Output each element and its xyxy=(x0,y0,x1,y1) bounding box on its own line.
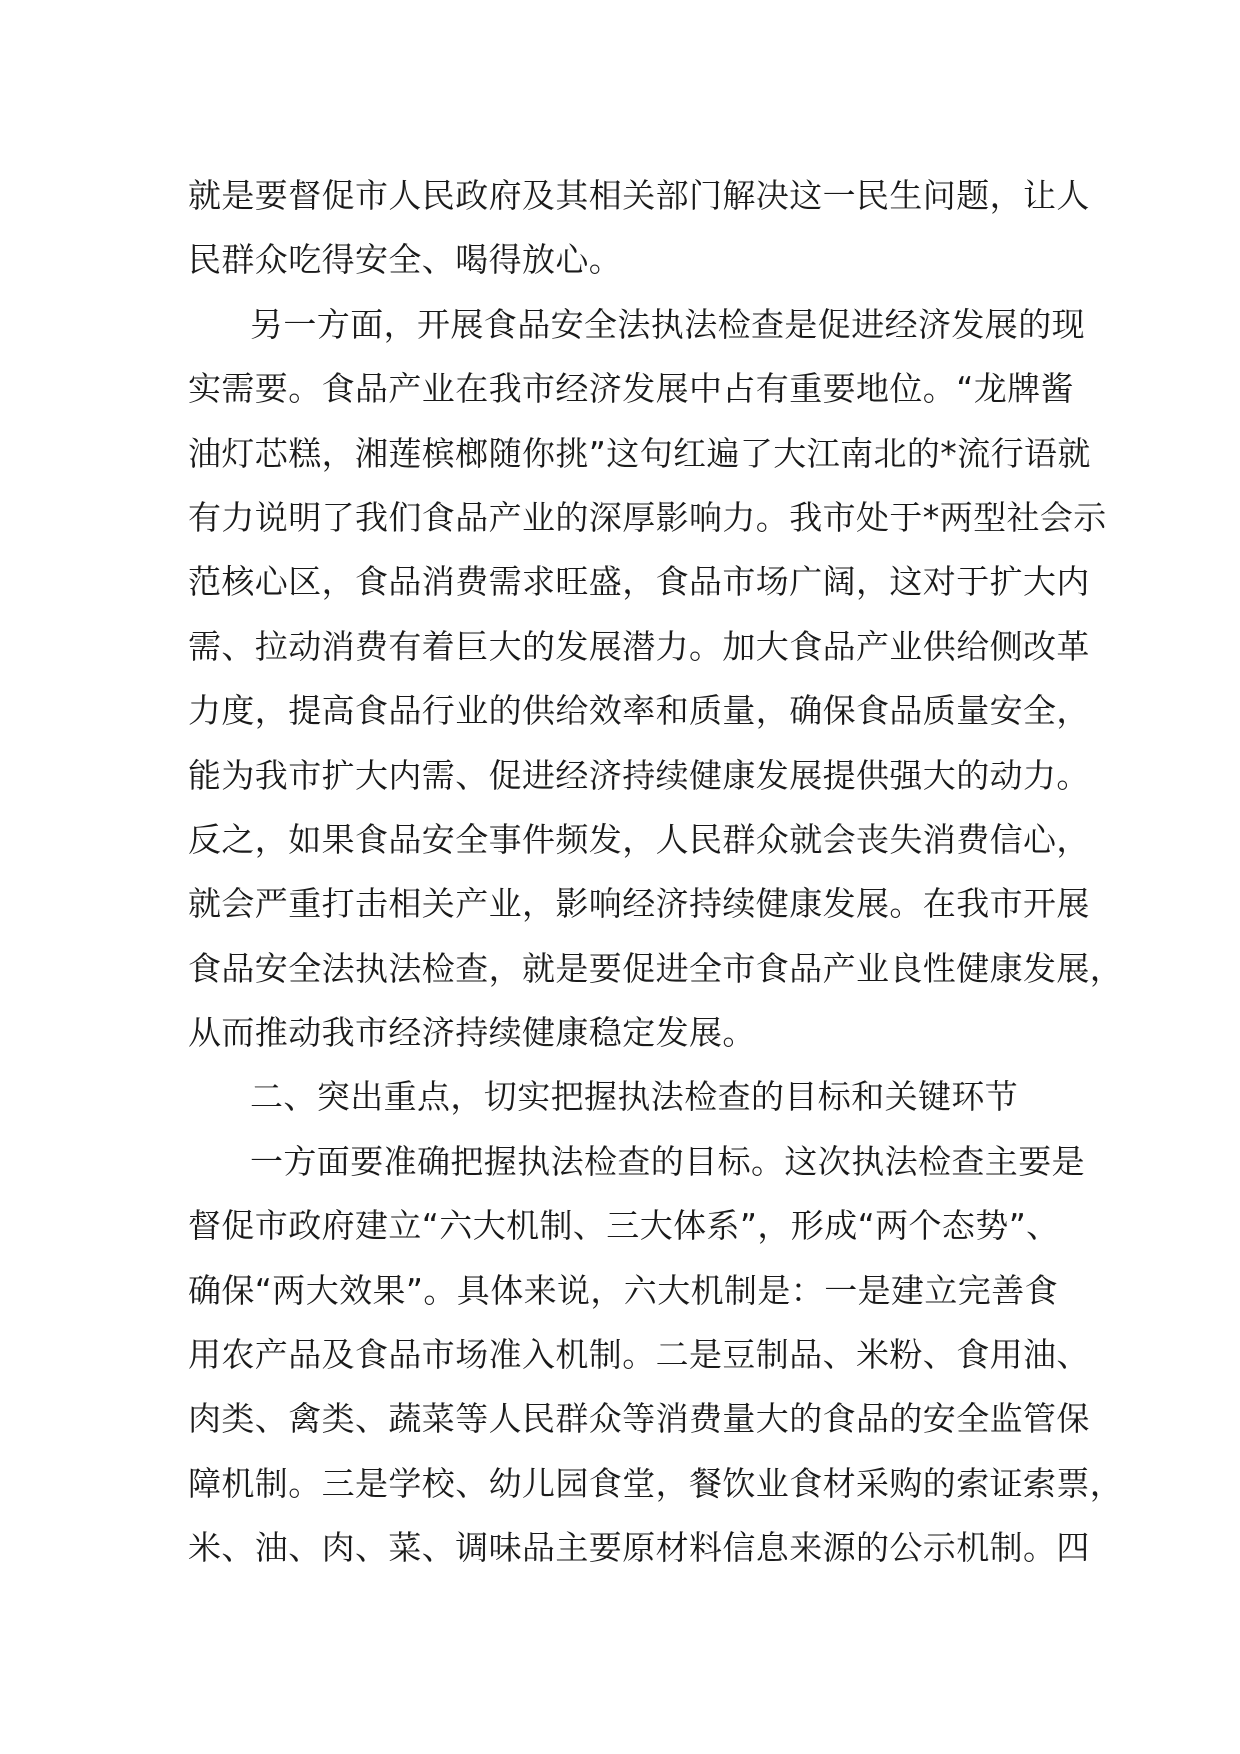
text-line-17: 督促市政府建立“六大机制、三大体系”，形成“两个态势”、 xyxy=(188,1206,1060,1246)
text-line-16: 一方面要准确把握执法检查的目标。这次执法检查主要是 xyxy=(250,1141,1085,1181)
text-line-10: 能为我市扩大内需、促进经济持续健康发展提供强大的动力。 xyxy=(188,755,1090,795)
text-line-14: 从而推动我市经济持续健康稳定发展。 xyxy=(188,1013,756,1053)
text-line-4: 实需要。食品产业在我市经济发展中占有重要地位。“龙牌酱 xyxy=(188,369,1074,409)
body-text xyxy=(188,164,1124,1581)
section-heading: 二、突出重点，切实把握执法检查的目标和关键环节 xyxy=(250,1077,1019,1117)
text-line-18: 确保“两大效果”。具体来说，六大机制是：一是建立完善食 xyxy=(188,1270,1058,1310)
text-line-3: 另一方面，开展食品安全法执法检查是促进经济发展的现 xyxy=(250,304,1085,344)
text-line-6: 有力说明了我们食品产业的深厚影响力。我市处于*两型社会示 xyxy=(188,497,1107,537)
text-line-19: 用农产品及食品市场准入机制。二是豆制品、米粉、食用油、 xyxy=(188,1335,1090,1375)
text-line-1: 就是要督促市人民政府及其相关部门解决这一民生问题，让人 xyxy=(188,176,1090,215)
text-line-11: 反之，如果食品安全事件频发，人民群众就会丧失消费信心， xyxy=(188,819,1090,859)
text-line-22: 米、油、肉、菜、调味品主要原材料信息来源的公示机制。四 xyxy=(188,1528,1090,1568)
text-line-7: 范核心区，食品消费需求旺盛，食品市场广阔，这对于扩大内 xyxy=(188,562,1090,602)
text-line-9: 力度，提高食品行业的供给效率和质量，确保食品质量安全， xyxy=(188,691,1090,731)
text-line-12: 就会严重打击相关产业，影响经济持续健康发展。在我市开展 xyxy=(188,884,1090,924)
text-line-8: 需、拉动消费有着巨大的发展潜力。加大食品产业供给侧改革 xyxy=(188,626,1090,666)
text-line-2: 民群众吃得安全、喝得放心。 xyxy=(188,240,623,280)
text-line-5: 油灯芯糕，湘莲槟榔随你挑”这句红遍了大江南北的*流行语就 xyxy=(188,433,1091,473)
text-line-20: 肉类、禽类、蔬菜等人民群众等消费量大的食品的安全监管保 xyxy=(188,1399,1090,1439)
text-line-13: 食品安全法执法检查，就是要促进全市食品产业良性健康发展， xyxy=(188,948,1124,988)
text-line-21: 障机制。三是学校、幼儿园食堂，餐饮业食材采购的索证索票， xyxy=(188,1463,1124,1503)
